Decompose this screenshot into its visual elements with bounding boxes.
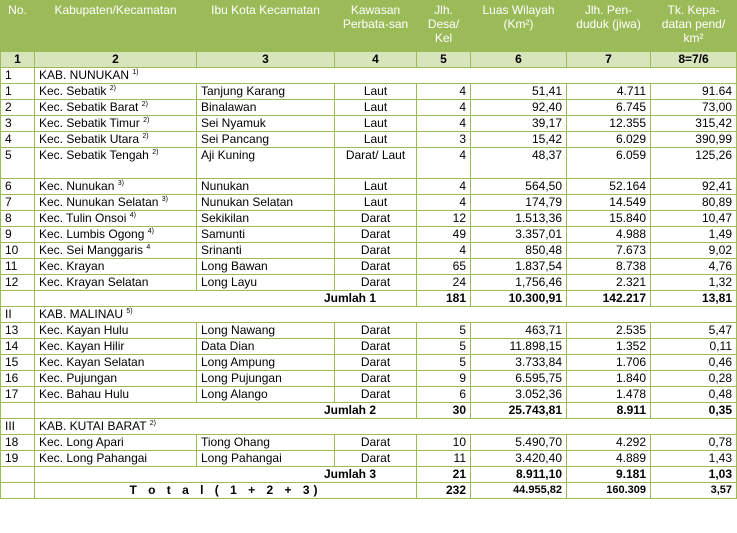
row-no: 17: [1, 387, 35, 403]
subtotal-label: Jumlah 2: [35, 403, 417, 419]
col-number: 7: [567, 52, 651, 68]
desa-count: 5: [417, 339, 471, 355]
kecamatan-name: Kec. Kayan Hilir: [35, 339, 197, 355]
subtotal-row: [1, 291, 737, 307]
desa-count: 4: [417, 243, 471, 259]
table-row: [1, 195, 737, 211]
row-no: 15: [1, 355, 35, 371]
subtotal-desa: 181: [417, 291, 471, 307]
table-body: [1, 68, 737, 499]
kawasan: Darat: [335, 371, 417, 387]
luas-wilayah: 92,40: [471, 100, 567, 116]
grand-total-penduduk: 160.309: [567, 483, 651, 499]
row-no: 10: [1, 243, 35, 259]
kepadatan: 1,43: [651, 451, 737, 467]
table-row: [1, 148, 737, 179]
penduduk: 1.840: [567, 371, 651, 387]
header-ibukota: Ibu Kota Kecamatan: [197, 1, 335, 52]
group-no: III: [1, 419, 35, 435]
desa-count: 4: [417, 179, 471, 195]
kawasan: Laut: [335, 179, 417, 195]
luas-wilayah: 564,50: [471, 179, 567, 195]
grand-total-label: T o t a l ( 1 + 2 + 3): [35, 483, 417, 499]
penduduk: 6.059: [567, 148, 651, 179]
grand-total-luas: 44.955,82: [471, 483, 567, 499]
row-no: 2: [1, 100, 35, 116]
kepadatan: 5,47: [651, 323, 737, 339]
ibukota: Long Nawang: [197, 323, 335, 339]
desa-count: 5: [417, 323, 471, 339]
row-no: 9: [1, 227, 35, 243]
row-no: 6: [1, 179, 35, 195]
subtotal-kepadatan: 1,03: [651, 467, 737, 483]
luas-wilayah: 15,42: [471, 132, 567, 148]
subtotal-desa: 21: [417, 467, 471, 483]
kecamatan-name: Kec. Long Apari: [35, 435, 197, 451]
desa-count: 4: [417, 116, 471, 132]
luas-wilayah: 3.357,01: [471, 227, 567, 243]
kepadatan: 0,11: [651, 339, 737, 355]
kepadatan: 73,00: [651, 100, 737, 116]
desa-count: 10: [417, 435, 471, 451]
table-row: [1, 339, 737, 355]
kecamatan-name: Kec. Sebatik Tengah $^{2)}$: [35, 148, 197, 179]
desa-count: 49: [417, 227, 471, 243]
kecamatan-name: Kec. Sei Manggaris $^4$: [35, 243, 197, 259]
desa-count: 5: [417, 355, 471, 371]
grand-total-row: [1, 483, 737, 499]
desa-count: 4: [417, 100, 471, 116]
desa-count: 4: [417, 195, 471, 211]
group-name: KAB. KUTAI BARAT $^{2)}$: [35, 419, 737, 435]
kawasan: Darat: [335, 435, 417, 451]
subtotal-spacer: [1, 291, 35, 307]
footnote-marker: 2): [149, 420, 156, 427]
header-kawasan: Kawasan Perbata-san: [335, 1, 417, 52]
desa-count: 11: [417, 451, 471, 467]
penduduk: 4.889: [567, 451, 651, 467]
kawasan: Laut: [335, 100, 417, 116]
kecamatan-name: Kec. Krayan: [35, 259, 197, 275]
footnote-marker: 2): [109, 85, 116, 92]
luas-wilayah: 463,71: [471, 323, 567, 339]
subtotal-penduduk: 9.181: [567, 467, 651, 483]
table-row: [1, 243, 737, 259]
header-penduduk: Jlh. Pen-duduk (jiwa): [567, 1, 651, 52]
ibukota: Aji Kuning: [197, 148, 335, 179]
kawasan: Darat: [335, 387, 417, 403]
col-number: 1: [1, 52, 35, 68]
kecamatan-name: Kec. Sebatik $^{2)}$: [35, 84, 197, 100]
desa-count: 65: [417, 259, 471, 275]
kepadatan: 0,78: [651, 435, 737, 451]
penduduk: 4.711: [567, 84, 651, 100]
subtotal-luas: 25.743,81: [471, 403, 567, 419]
row-no: 19: [1, 451, 35, 467]
column-number-row: [1, 52, 737, 68]
row-no: 14: [1, 339, 35, 355]
luas-wilayah: 11.898,15: [471, 339, 567, 355]
row-no: 7: [1, 195, 35, 211]
ibukota: Srinanti: [197, 243, 335, 259]
desa-count: 4: [417, 148, 471, 179]
footnote-marker: 3): [117, 180, 124, 187]
row-no: 12: [1, 275, 35, 291]
kawasan: Darat: [335, 227, 417, 243]
luas-wilayah: 6.595,75: [471, 371, 567, 387]
kecamatan-name: Kec. Pujungan: [35, 371, 197, 387]
kawasan: Laut: [335, 84, 417, 100]
col-number: 6: [471, 52, 567, 68]
kepadatan: 0,48: [651, 387, 737, 403]
grand-total-spacer: [1, 483, 35, 499]
row-no: 13: [1, 323, 35, 339]
footnote-marker: 2): [152, 149, 159, 156]
group-no: II: [1, 307, 35, 323]
penduduk: 14.549: [567, 195, 651, 211]
table-row: [1, 211, 737, 227]
kecamatan-name: Kec. Lumbis Ogong $^{4)}$: [35, 227, 197, 243]
kecamatan-name: Kec. Long Pahangai: [35, 451, 197, 467]
penduduk: 1.706: [567, 355, 651, 371]
group-name: KAB. MALINAU $^{5)}$: [35, 307, 737, 323]
kawasan: Darat/ Laut: [335, 148, 417, 179]
penduduk: 8.738: [567, 259, 651, 275]
kecamatan-name: Kec. Sebatik Barat $^{2)}$: [35, 100, 197, 116]
penduduk: 1.478: [567, 387, 651, 403]
kecamatan-name: Kec. Sebatik Utara $^{2)}$: [35, 132, 197, 148]
penduduk: 6.029: [567, 132, 651, 148]
kepadatan: 92,41: [651, 179, 737, 195]
col-number: 2: [35, 52, 197, 68]
subtotal-row: [1, 403, 737, 419]
group-header-row: [1, 68, 737, 84]
kecamatan-name: Kec. Kayan Selatan: [35, 355, 197, 371]
kepadatan: 1,32: [651, 275, 737, 291]
penduduk: 4.988: [567, 227, 651, 243]
header-luas: Luas Wilayah (Km²): [471, 1, 567, 52]
ibukota: Nunukan: [197, 179, 335, 195]
row-no: 5: [1, 148, 35, 179]
grand-total-desa: 232: [417, 483, 471, 499]
kawasan: Laut: [335, 132, 417, 148]
subtotal-row: [1, 467, 737, 483]
kepadatan: 4,76: [651, 259, 737, 275]
luas-wilayah: 39,17: [471, 116, 567, 132]
header-kabupaten: Kabupaten/Kecamatan: [35, 1, 197, 52]
ibukota: Sei Nyamuk: [197, 116, 335, 132]
row-no: 1: [1, 84, 35, 100]
kecamatan-name: Kec. Kayan Hulu: [35, 323, 197, 339]
desa-count: 12: [417, 211, 471, 227]
ibukota: Nunukan Selatan: [197, 195, 335, 211]
luas-wilayah: 1,756,46: [471, 275, 567, 291]
group-name: KAB. NUNUKAN $^{1)}$: [35, 68, 737, 84]
luas-wilayah: 174,79: [471, 195, 567, 211]
kecamatan-name: Kec. Nunukan Selatan $^{3)}$: [35, 195, 197, 211]
col-number: 3: [197, 52, 335, 68]
kepadatan: 0,46: [651, 355, 737, 371]
luas-wilayah: 3.420,40: [471, 451, 567, 467]
header-row: [1, 1, 737, 52]
row-no: 16: [1, 371, 35, 387]
kawasan: Darat: [335, 243, 417, 259]
penduduk: 4.292: [567, 435, 651, 451]
luas-wilayah: 3.052,36: [471, 387, 567, 403]
col-number: 8=7/6: [651, 52, 737, 68]
ibukota: Long Ampung: [197, 355, 335, 371]
subtotal-luas: 10.300,91: [471, 291, 567, 307]
table-row: [1, 451, 737, 467]
footnote-marker: 5): [126, 308, 133, 315]
ibukota: Long Pujungan: [197, 371, 335, 387]
penduduk: 12.355: [567, 116, 651, 132]
kawasan: Darat: [335, 451, 417, 467]
ibukota: Data Dian: [197, 339, 335, 355]
group-no: 1: [1, 68, 35, 84]
kawasan: Darat: [335, 275, 417, 291]
luas-wilayah: 850,48: [471, 243, 567, 259]
table-row: [1, 387, 737, 403]
kepadatan: 9,02: [651, 243, 737, 259]
kecamatan-name: Kec. Bahau Hulu: [35, 387, 197, 403]
footnote-marker: 4): [147, 228, 154, 235]
kepadatan: 125,26: [651, 148, 737, 179]
penduduk: 15.840: [567, 211, 651, 227]
kawasan: Darat: [335, 339, 417, 355]
footnote-marker: 2): [141, 101, 148, 108]
kecamatan-name: Kec. Nunukan $^{3)}$: [35, 179, 197, 195]
kepadatan: 315,42: [651, 116, 737, 132]
subtotal-kepadatan: 13,81: [651, 291, 737, 307]
desa-count: 3: [417, 132, 471, 148]
subtotal-spacer: [1, 467, 35, 483]
subtotal-penduduk: 142.217: [567, 291, 651, 307]
luas-wilayah: 51,41: [471, 84, 567, 100]
header-no: No.: [1, 1, 35, 52]
desa-count: 9: [417, 371, 471, 387]
subtotal-spacer: [1, 403, 35, 419]
desa-count: 24: [417, 275, 471, 291]
table-row: [1, 435, 737, 451]
ibukota: Tanjung Karang: [197, 84, 335, 100]
group-header-row: [1, 419, 737, 435]
ibukota: Samunti: [197, 227, 335, 243]
table-row: [1, 132, 737, 148]
penduduk: 1.352: [567, 339, 651, 355]
header-desa: Jlh. Desa/ Kel: [417, 1, 471, 52]
footnote-marker: 4: [146, 244, 151, 251]
kawasan: Darat: [335, 259, 417, 275]
row-no: 11: [1, 259, 35, 275]
header-kepadatan: Tk. Kepa-datan pend/ km²: [651, 1, 737, 52]
kecamatan-name: Kec. Tulin Onsoi $^{4)}$: [35, 211, 197, 227]
kawasan: Darat: [335, 355, 417, 371]
kecamatan-name: Kec. Krayan Selatan: [35, 275, 197, 291]
row-no: 18: [1, 435, 35, 451]
luas-wilayah: 48,37: [471, 148, 567, 179]
luas-wilayah: 3.733,84: [471, 355, 567, 371]
desa-count: 4: [417, 84, 471, 100]
kawasan: Darat: [335, 211, 417, 227]
table-row: [1, 355, 737, 371]
ibukota: Long Layu: [197, 275, 335, 291]
ibukota: Sei Pancang: [197, 132, 335, 148]
penduduk: 52.164: [567, 179, 651, 195]
footnote-marker: 3): [161, 196, 168, 203]
footnote-marker: 2): [143, 117, 150, 124]
penduduk: 6.745: [567, 100, 651, 116]
col-number: 5: [417, 52, 471, 68]
row-no: 8: [1, 211, 35, 227]
kepadatan: 1,49: [651, 227, 737, 243]
ibukota: Long Bawan: [197, 259, 335, 275]
kepadatan: 390,99: [651, 132, 737, 148]
luas-wilayah: 1.513,36: [471, 211, 567, 227]
kepadatan: 10,47: [651, 211, 737, 227]
table-row: [1, 84, 737, 100]
table-row: [1, 116, 737, 132]
table-row: [1, 259, 737, 275]
kepadatan: 91.64: [651, 84, 737, 100]
kawasan: Darat: [335, 323, 417, 339]
kawasan: Laut: [335, 116, 417, 132]
subtotal-penduduk: 8.911: [567, 403, 651, 419]
penduduk: 2.321: [567, 275, 651, 291]
kepadatan: 80,89: [651, 195, 737, 211]
kawasan: Laut: [335, 195, 417, 211]
group-header-row: [1, 307, 737, 323]
subtotal-label: Jumlah 3: [35, 467, 417, 483]
grand-total-kepadatan: 3,57: [651, 483, 737, 499]
ibukota: Sekikilan: [197, 211, 335, 227]
subtotal-desa: 30: [417, 403, 471, 419]
col-number: 4: [335, 52, 417, 68]
subtotal-luas: 8.911,10: [471, 467, 567, 483]
ibukota: Binalawan: [197, 100, 335, 116]
ibukota: Tiong Ohang: [197, 435, 335, 451]
footnote-marker: 4): [129, 212, 136, 219]
row-no: 4: [1, 132, 35, 148]
kecamatan-name: Kec. Sebatik Timur $^{2)}$: [35, 116, 197, 132]
table-row: [1, 275, 737, 291]
table-row: [1, 100, 737, 116]
ibukota: Long Pahangai: [197, 451, 335, 467]
luas-wilayah: 1.837,54: [471, 259, 567, 275]
table-row: [1, 179, 737, 195]
ibukota: Long Alango: [197, 387, 335, 403]
footnote-marker: 2): [142, 133, 149, 140]
luas-wilayah: 5.490,70: [471, 435, 567, 451]
kepadatan: 0,28: [651, 371, 737, 387]
table-row: [1, 371, 737, 387]
footnote-marker: 1): [132, 69, 139, 76]
desa-count: 6: [417, 387, 471, 403]
row-no: 3: [1, 116, 35, 132]
table-row: [1, 323, 737, 339]
table-row: [1, 227, 737, 243]
subtotal-label: Jumlah 1: [35, 291, 417, 307]
penduduk: 7.673: [567, 243, 651, 259]
penduduk: 2.535: [567, 323, 651, 339]
subtotal-kepadatan: 0,35: [651, 403, 737, 419]
